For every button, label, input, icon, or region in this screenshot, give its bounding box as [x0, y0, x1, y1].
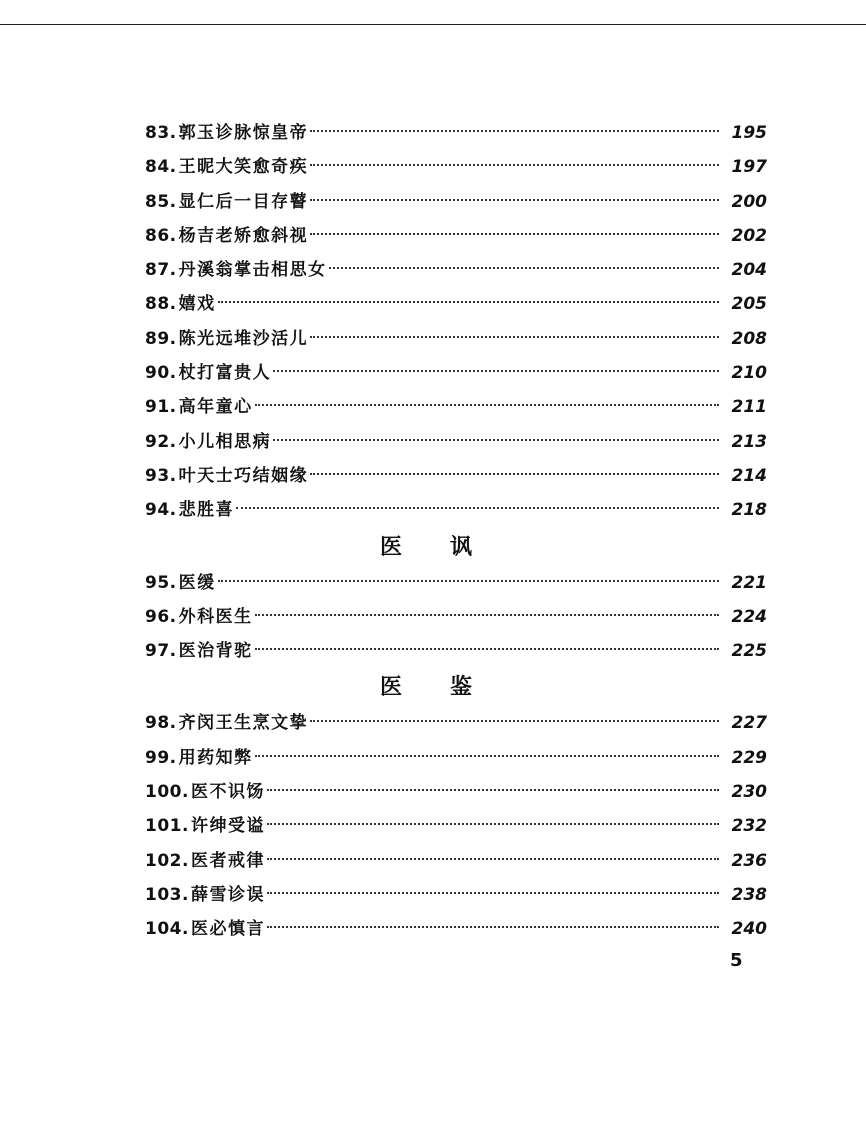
toc-entry[interactable] — [145, 185, 767, 219]
dot-leader — [329, 267, 719, 269]
table-of-contents — [145, 116, 767, 947]
toc-entry[interactable] — [145, 253, 767, 287]
entry-title: 医缓 — [178, 572, 216, 593]
toc-entry[interactable] — [145, 356, 767, 390]
entry-title: 小儿相思病 — [178, 431, 272, 452]
toc-entry[interactable] — [145, 459, 767, 493]
dot-leader — [255, 614, 719, 616]
dot-leader — [273, 370, 719, 372]
toc-group-2 — [145, 566, 767, 669]
entry-number: 85. — [145, 191, 177, 212]
entry-number: 83. — [145, 123, 177, 143]
entry-number: 102. — [145, 850, 189, 871]
entry-title: 杨吉老矫愈斜视 — [178, 225, 309, 246]
dot-leader — [255, 755, 719, 757]
dot-leader — [273, 439, 719, 441]
dot-leader — [310, 720, 719, 722]
dot-leader — [267, 789, 719, 791]
toc-entry[interactable] — [145, 493, 767, 527]
entry-title: 杖打富贵人 — [178, 363, 272, 384]
entry-number: 89. — [145, 328, 177, 349]
entry-page-number: 238 — [731, 884, 767, 905]
entry-page-number: 200 — [731, 191, 767, 212]
dot-leader — [267, 892, 719, 894]
entry-number: 91. — [145, 397, 177, 418]
toc-entry[interactable] — [145, 634, 767, 668]
toc-entry[interactable] — [145, 600, 767, 634]
entry-page-number: 227 — [731, 713, 767, 734]
dot-leader — [310, 164, 719, 166]
toc-group-1 — [145, 116, 767, 528]
dot-leader — [310, 199, 719, 201]
entry-page-number: 210 — [731, 363, 767, 384]
entry-number: 99. — [145, 747, 177, 768]
toc-entry[interactable] — [145, 425, 767, 459]
dot-leader — [255, 404, 719, 406]
toc-entry[interactable] — [145, 219, 767, 253]
entry-number: 101. — [145, 816, 189, 837]
entry-page-number: 208 — [731, 328, 767, 349]
entry-title: 医者戒律 — [190, 850, 265, 871]
top-rule — [0, 24, 866, 25]
dot-leader — [218, 580, 719, 582]
entry-number: 95. — [145, 572, 177, 593]
entry-page-number: 205 — [731, 294, 767, 315]
section-heading-yijian: 医鉴 — [379, 674, 520, 701]
entry-number: 104. — [145, 919, 189, 940]
entry-title: 丹溪翁掌击相思女 — [178, 260, 327, 281]
entry-number: 93. — [145, 465, 177, 486]
entry-number: 103. — [145, 884, 189, 905]
entry-page-number: 240 — [731, 919, 767, 940]
entry-title: 医不识饧 — [190, 782, 265, 803]
entry-title: 嬉戏 — [178, 294, 216, 315]
entry-title: 医必慎言 — [190, 919, 265, 940]
toc-entry[interactable] — [145, 844, 767, 878]
entry-page-number: 214 — [731, 465, 767, 486]
toc-group-3 — [145, 706, 767, 946]
entry-title: 薛雪诊误 — [190, 884, 265, 905]
entry-title: 陈光远堆沙活儿 — [178, 328, 309, 349]
entry-page-number: 213 — [731, 431, 767, 452]
entry-number: 96. — [145, 606, 177, 627]
entry-number: 86. — [145, 225, 177, 246]
dot-leader — [267, 858, 719, 860]
toc-entry[interactable] — [145, 566, 767, 600]
entry-title: 高年童心 — [178, 397, 253, 418]
entry-number: 100. — [145, 782, 189, 803]
entry-number: 94. — [145, 500, 177, 521]
toc-entry[interactable] — [145, 775, 767, 809]
entry-title: 医治背驼 — [178, 641, 253, 662]
toc-entry[interactable] — [145, 390, 767, 424]
entry-page-number: 236 — [731, 850, 767, 871]
entry-page-number: 224 — [731, 606, 767, 627]
dot-leader — [310, 233, 719, 235]
toc-entry[interactable] — [145, 322, 767, 356]
entry-page-number: 197 — [731, 157, 767, 178]
dot-leader — [267, 926, 719, 928]
dot-leader — [255, 648, 719, 650]
toc-entry[interactable] — [145, 116, 767, 150]
entry-number: 87. — [145, 260, 177, 281]
entry-page-number: 211 — [731, 397, 767, 418]
section-heading-yifeng: 医讽 — [379, 533, 520, 560]
entry-title: 郭玉诊脉惊皇帝 — [178, 123, 309, 143]
toc-entry[interactable] — [145, 741, 767, 775]
entry-page-number: 225 — [731, 641, 767, 662]
toc-entry[interactable] — [145, 878, 767, 912]
entry-title: 悲胜喜 — [178, 500, 235, 521]
toc-entry[interactable] — [145, 912, 767, 946]
entry-title: 齐闵王生烹文挚 — [178, 713, 309, 734]
entry-number: 84. — [145, 157, 177, 178]
dot-leader — [310, 130, 719, 132]
entry-number: 97. — [145, 641, 177, 662]
dot-leader — [310, 473, 719, 475]
dot-leader — [218, 301, 719, 303]
entry-number: 88. — [145, 294, 177, 315]
entry-title: 外科医生 — [178, 606, 253, 627]
toc-entry[interactable] — [145, 706, 767, 740]
entry-page-number: 218 — [731, 500, 767, 521]
dot-leader — [236, 507, 719, 509]
entry-title: 用药知弊 — [178, 747, 253, 768]
entry-title: 叶天士巧结姻缘 — [178, 465, 309, 486]
entry-title: 王昵大笑愈奇疾 — [178, 157, 309, 178]
dot-leader — [310, 336, 719, 338]
entry-page-number: 232 — [731, 816, 767, 837]
entry-page-number: 229 — [731, 747, 767, 768]
entry-page-number: 204 — [731, 260, 767, 281]
entry-number: 92. — [145, 431, 177, 452]
dot-leader — [267, 823, 719, 825]
entry-number: 98. — [145, 713, 177, 734]
entry-title: 许绅受谥 — [190, 816, 265, 837]
page-number: 5 — [730, 950, 743, 971]
entry-title: 显仁后一目存瞽 — [178, 191, 309, 212]
toc-entry[interactable] — [145, 287, 767, 321]
entry-page-number: 221 — [731, 572, 767, 593]
toc-entry[interactable] — [145, 809, 767, 843]
entry-number: 90. — [145, 363, 177, 384]
entry-page-number: 230 — [731, 782, 767, 803]
entry-page-number: 202 — [731, 225, 767, 246]
toc-entry[interactable] — [145, 150, 767, 184]
entry-page-number: 195 — [731, 123, 767, 143]
